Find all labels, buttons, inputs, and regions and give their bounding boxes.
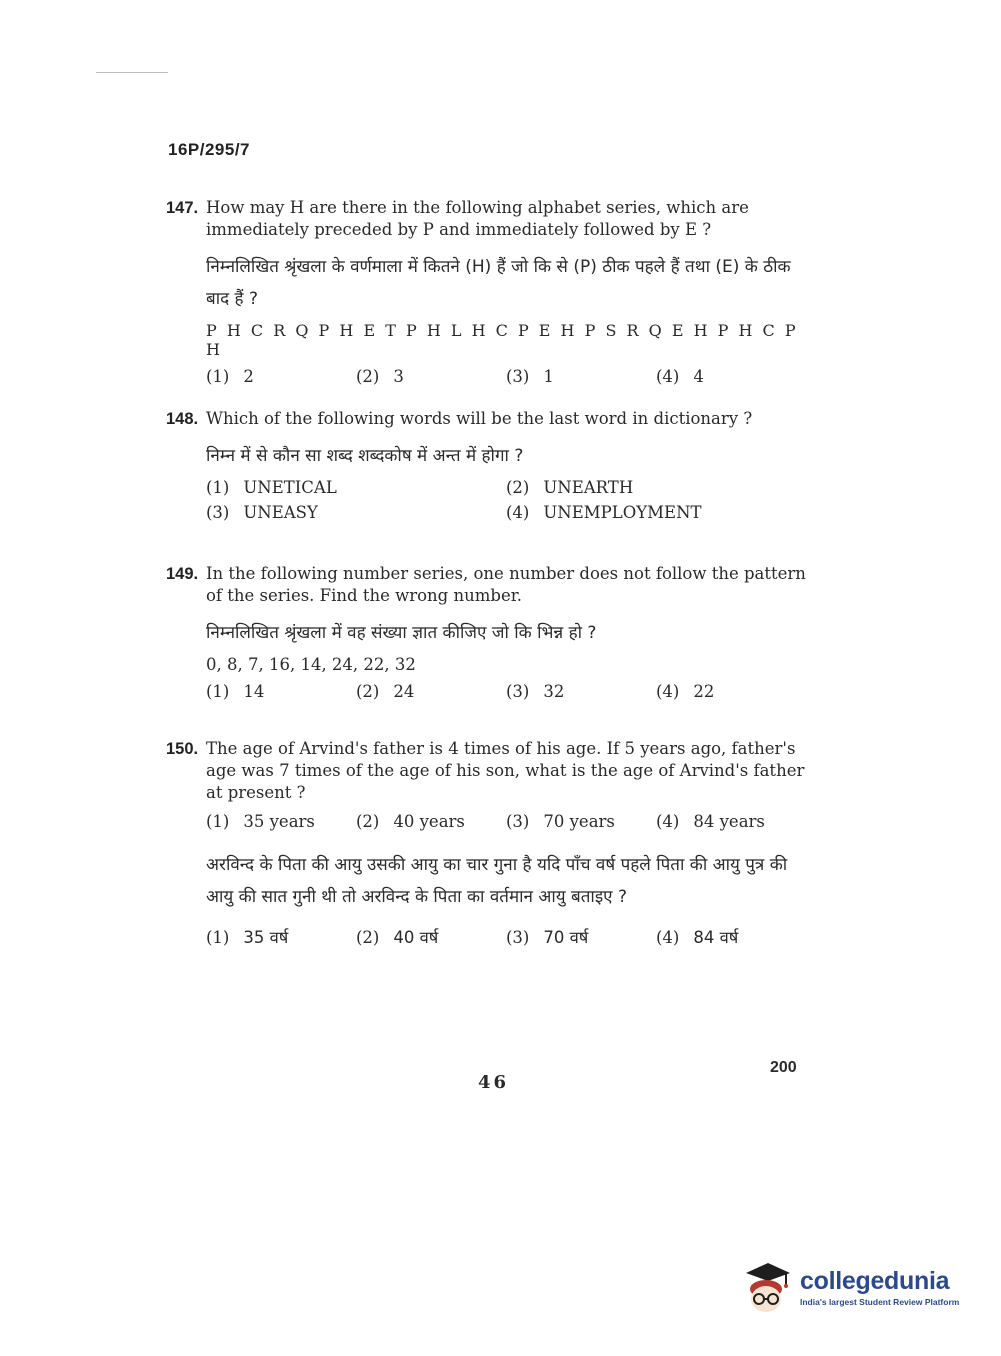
question-148 — [166, 408, 806, 522]
option-3: (3) 1 — [506, 367, 554, 386]
page-number: 46 — [478, 1072, 510, 1093]
number-series: 0, 8, 7, 16, 14, 24, 22, 32 — [206, 655, 416, 674]
options — [206, 478, 806, 522]
question-text-hindi: अरविन्द के पिता की आयु उसकी आयु का चार गुना है यदि पाँच वर्ष पहले पिता की आयु पुत्र की आयु की सात गुनी थी तो अरविन्द के पिता का वर्तमान आयु बताइए ? — [206, 855, 788, 907]
options-english — [206, 812, 806, 831]
option-1: (1) UNETICAL — [206, 478, 337, 497]
alphabet-series: P H C R Q P H E T P H L H C P E H P S R Q E H P H C P H — [206, 321, 799, 359]
question-number: 150. — [166, 740, 199, 758]
collegedunia-logo — [742, 1252, 972, 1322]
option-3: (3) 32 — [506, 682, 565, 701]
option-1-hindi: (1) 35 वर्ष — [206, 928, 289, 947]
question-text-hindi: निम्नलिखित श्रृंखला के वर्णमाला में कितने (H) हैं जो कि से (P) ठीक पहले हैं तथा (E) के ठीक बाद हैं ? — [206, 257, 791, 309]
option-2: (2) 24 — [356, 682, 415, 701]
options-hindi — [206, 925, 806, 948]
question-150 — [166, 738, 806, 948]
question-count: 200 — [770, 1059, 797, 1076]
options — [206, 367, 806, 386]
question-text-hindi: निम्नलिखित श्रृंखला में वह संख्या ज्ञात कीजिए जो कि भिन्न हो ? — [206, 623, 597, 643]
mascot-icon — [742, 1259, 792, 1315]
option-4: (4) 22 — [656, 682, 715, 701]
question-text-english: Which of the following words will be the last word in dictionary ? — [206, 409, 753, 428]
option-4-hindi: (4) 84 वर्ष — [656, 928, 739, 947]
option-2: (2) 3 — [356, 367, 404, 386]
option-2: (2) 40 years — [356, 812, 465, 831]
question-text-english: In the following number series, one number does not follow the pattern of the series. Find the wrong number. — [206, 564, 806, 605]
question-number: 149. — [166, 565, 199, 583]
question-text-english: How may H are there in the following alphabet series, which are immediately preceded by P and immediately followed by E ? — [206, 198, 749, 239]
question-147 — [166, 197, 806, 386]
option-1: (1) 14 — [206, 682, 265, 701]
question-text-hindi: निम्न में से कौन सा शब्द शब्दकोष में अन्त में होगा ? — [206, 446, 524, 466]
question-number: 148. — [166, 410, 199, 428]
option-4: (4) 4 — [656, 367, 704, 386]
option-3: (3) UNEASY — [206, 503, 318, 522]
question-149 — [166, 563, 806, 701]
option-4: (4) UNEMPLOYMENT — [506, 503, 702, 522]
question-text-english: The age of Arvind's father is 4 times of his age. If 5 years ago, father's age was 7 times of the age of his son, what is the age of Arvind's father at present ? — [206, 739, 805, 802]
logo-tagline: India's largest Student Review Platform — [800, 1297, 960, 1307]
option-4: (4) 84 years — [656, 812, 765, 831]
question-number: 147. — [166, 199, 199, 217]
option-1: (1) 2 — [206, 367, 254, 386]
paper-code: 16P/295/7 — [168, 140, 251, 159]
option-1: (1) 35 years — [206, 812, 315, 831]
option-3-hindi: (3) 70 वर्ष — [506, 928, 589, 947]
option-2-hindi: (2) 40 वर्ष — [356, 928, 439, 947]
option-3: (3) 70 years — [506, 812, 615, 831]
logo-name: collegedunia — [800, 1267, 950, 1295]
options — [206, 682, 806, 701]
top-rule — [96, 72, 168, 73]
option-2: (2) UNEARTH — [506, 478, 634, 497]
